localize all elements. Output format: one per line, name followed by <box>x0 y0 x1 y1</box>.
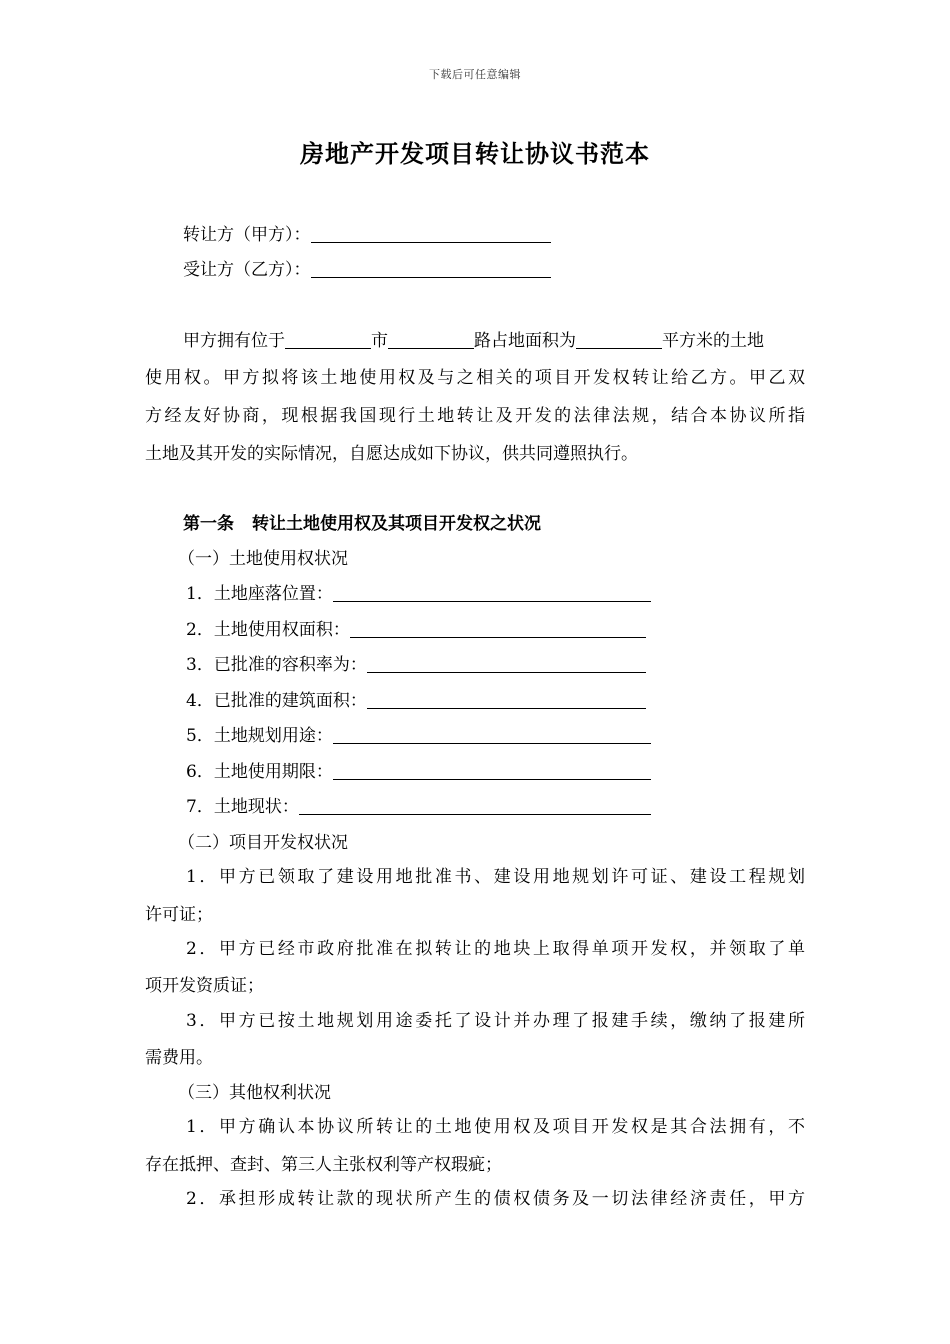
item-blank[interactable] <box>333 584 651 602</box>
article-title: 转让土地使用权及其项目开发权之状况 <box>252 514 541 534</box>
intro-text: 平方米的土地 <box>662 331 764 351</box>
city-blank[interactable] <box>285 331 371 349</box>
item-blank[interactable] <box>350 620 646 638</box>
intro-line-1 <box>183 330 805 352</box>
article-number: 第一条 <box>183 514 234 534</box>
item-blank[interactable] <box>333 726 651 744</box>
item-row <box>186 583 846 605</box>
item-label: 1．土地座落位置： <box>186 584 333 604</box>
intro-line-3: 方经友好协商，现根据我国现行土地转让及开发的法律法规，结合本协议所指 <box>145 406 805 426</box>
area-blank[interactable] <box>576 331 662 349</box>
paragraph-line: 1．甲方确认本协议所转让的土地使用权及项目开发权是其合法拥有，不 <box>186 1117 805 1137</box>
item-label: 3．已批准的容积率为： <box>186 655 367 675</box>
intro-line-4: 土地及其开发的实际情况，自愿达成如下协议，供共同遵照执行。 <box>145 444 638 464</box>
section-1-heading: （一）土地使用权状况 <box>178 549 348 569</box>
item-blank[interactable] <box>299 797 651 815</box>
item-label: 6．土地使用期限： <box>186 762 333 782</box>
article-1-heading <box>183 513 843 535</box>
item-blank[interactable] <box>367 655 646 673</box>
intro-text: 市 <box>371 331 388 351</box>
item-blank[interactable] <box>333 762 651 780</box>
item-row <box>186 725 846 747</box>
paragraph-line: 1．甲方已领取了建设用地批准书、建设用地规划许可证、建设工程规划 <box>186 867 805 887</box>
transferee-blank[interactable] <box>311 260 551 278</box>
item-row <box>186 690 846 712</box>
paragraph-line: 项开发资质证； <box>145 976 264 996</box>
item-label: 5．土地规划用途： <box>186 726 333 746</box>
item-row <box>186 796 846 818</box>
intro-text: 路占地面积为 <box>474 331 576 351</box>
transferor-line <box>183 224 843 246</box>
transferee-line <box>183 259 843 281</box>
intro-line-2: 使用权。甲方拟将该土地使用权及与之相关的项目开发权转让给乙方。甲乙双 <box>145 368 805 388</box>
paragraph-line: 存在抵押、查封、第三人主张权利等产权瑕疵； <box>145 1155 502 1175</box>
header-note: 下载后可任意编辑 <box>429 68 521 81</box>
transferor-blank[interactable] <box>311 225 551 243</box>
item-label: 4．已批准的建筑面积： <box>186 691 367 711</box>
item-blank[interactable] <box>367 691 646 709</box>
paragraph-line: 需费用。 <box>145 1048 213 1068</box>
item-label: 2．土地使用权面积： <box>186 620 350 640</box>
transferor-label: 转让方（甲方）： <box>183 225 311 245</box>
item-row <box>186 654 846 676</box>
paragraph-line: 2．甲方已经市政府批准在拟转让的地块上取得单项开发权，并领取了单 <box>186 939 805 959</box>
road-blank[interactable] <box>388 331 474 349</box>
item-row <box>186 761 846 783</box>
paragraph-line: 2．承担形成转让款的现状所产生的债权债务及一切法律经济责任，甲方 <box>186 1189 805 1209</box>
section-3-heading: （三）其他权利状况 <box>178 1083 331 1103</box>
intro-text: 甲方拥有位于 <box>183 331 285 351</box>
item-label: 7．土地现状： <box>186 797 299 817</box>
paragraph-line: 许可证； <box>145 905 213 925</box>
document-title: 房地产开发项目转让协议书范本 <box>300 139 650 168</box>
paragraph-line: 3．甲方已按土地规划用途委托了设计并办理了报建手续，缴纳了报建所 <box>186 1011 805 1031</box>
item-row <box>186 619 846 641</box>
section-2-heading: （二）项目开发权状况 <box>178 833 348 853</box>
transferee-label: 受让方（乙方）： <box>183 260 311 280</box>
